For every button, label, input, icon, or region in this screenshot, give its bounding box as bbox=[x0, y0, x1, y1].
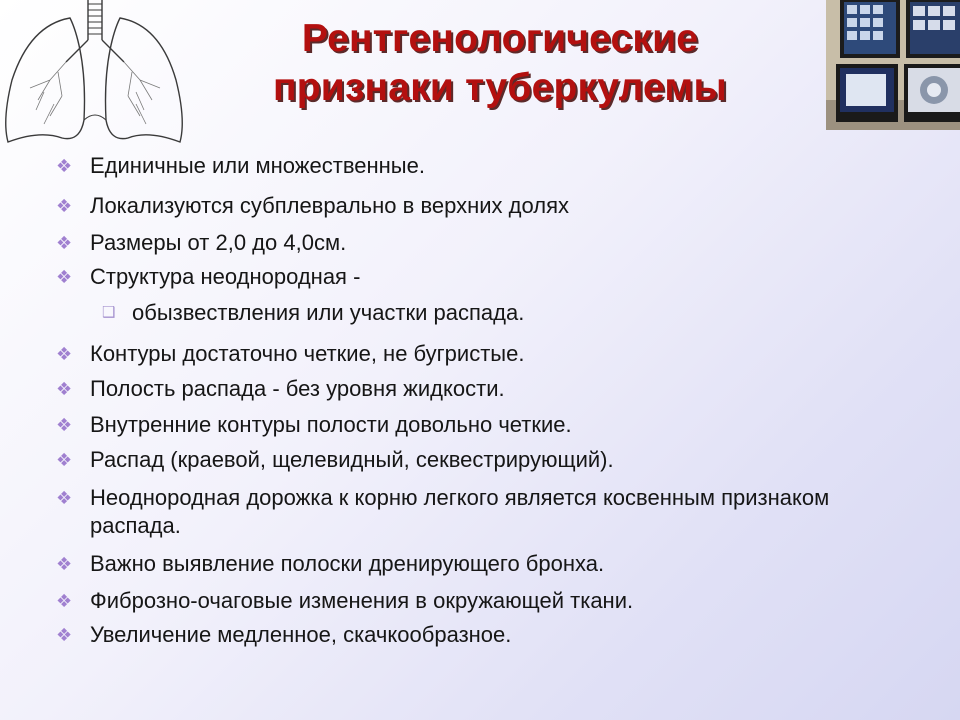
diamond-bullet-icon: ❖ bbox=[56, 488, 73, 508]
list-item bbox=[56, 229, 910, 257]
list-item bbox=[56, 192, 910, 220]
list-item bbox=[56, 621, 910, 649]
list-item bbox=[56, 411, 910, 439]
diamond-bullet-icon: ❖ bbox=[56, 379, 73, 399]
list-item-text: Локализуются субплеврально в верхних долях bbox=[90, 193, 569, 218]
list-item-text: Контуры достаточно четкие, не бугристые. bbox=[90, 341, 525, 366]
list-item bbox=[56, 263, 910, 291]
diamond-bullet-icon: ❖ bbox=[56, 233, 73, 253]
list-item bbox=[56, 550, 910, 578]
xray-monitors-photo bbox=[826, 0, 960, 130]
list-item bbox=[56, 340, 910, 368]
list-item-text: Полость распада - без уровня жидкости. bbox=[90, 376, 505, 401]
diamond-bullet-icon: ❖ bbox=[56, 344, 73, 364]
diamond-bullet-icon: ❖ bbox=[56, 450, 73, 470]
list-item-text: Распад (краевой, щелевидный, секвестрирующий). bbox=[90, 447, 614, 472]
list-item bbox=[56, 587, 910, 615]
list-item-text: Внутренние контуры полости довольно четкие. bbox=[90, 412, 572, 437]
list-item-text: Размеры от 2,0 до 4,0см. bbox=[90, 230, 347, 255]
list-item bbox=[56, 375, 910, 403]
square-bullet-icon: ❑ bbox=[102, 304, 116, 321]
list-item bbox=[56, 484, 910, 540]
page-title bbox=[200, 14, 800, 112]
title-line-1: Рентгенологические bbox=[301, 17, 699, 60]
list-item-text: Единичные или множественные. bbox=[90, 153, 425, 178]
diamond-bullet-icon: ❖ bbox=[56, 415, 73, 435]
diamond-bullet-icon: ❖ bbox=[56, 267, 73, 287]
sub-list-item bbox=[102, 299, 882, 327]
diamond-bullet-icon: ❖ bbox=[56, 156, 73, 176]
diamond-bullet-icon: ❖ bbox=[56, 625, 73, 645]
list-item-text: Увеличение медленное, скачкообразное. bbox=[90, 622, 512, 647]
list-item-text: Неоднородная дорожка к корню легкого является косвенным признаком распада. bbox=[90, 485, 830, 538]
diamond-bullet-icon: ❖ bbox=[56, 591, 73, 611]
list-item-text: обызвествления или участки распада. bbox=[132, 300, 525, 325]
list-item-text: Структура неоднородная - bbox=[90, 264, 361, 289]
list-item bbox=[56, 446, 910, 474]
diamond-bullet-icon: ❖ bbox=[56, 196, 73, 216]
title-line-2: признаки туберкулемы bbox=[273, 66, 727, 109]
list-item-text: Фиброзно-очаговые изменения в окружающей ткани. bbox=[90, 588, 634, 613]
diamond-bullet-icon: ❖ bbox=[56, 554, 73, 574]
lungs-illustration-icon bbox=[0, 0, 190, 150]
list-item bbox=[56, 152, 910, 180]
list-item-text: Важно выявление полоски дренирующего бронха. bbox=[90, 551, 605, 576]
